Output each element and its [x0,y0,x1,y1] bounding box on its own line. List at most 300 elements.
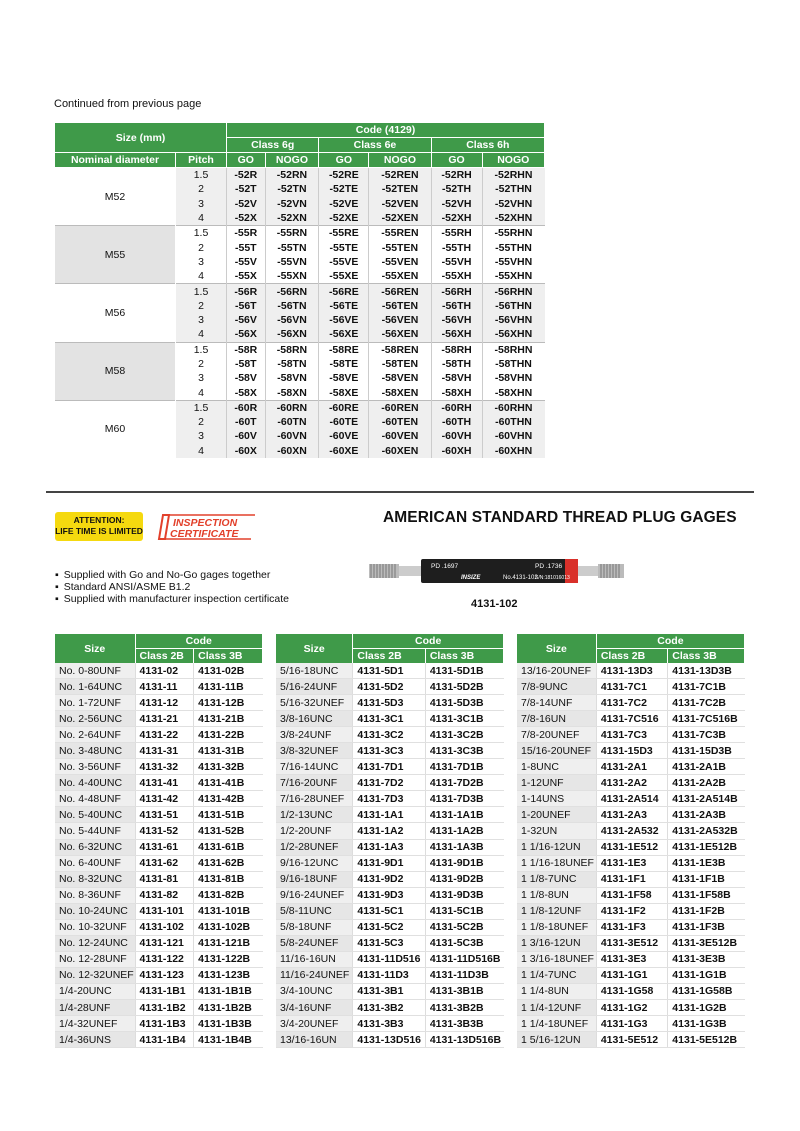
size-cell: No. 10-32UNF [55,919,135,935]
code-cell: -58THN [482,357,544,371]
code-cell: -56V [227,313,266,327]
code-cell: 4131-1F1 [596,871,667,887]
table-row [55,871,263,887]
table-row [517,999,745,1015]
code-cell: -58X [227,385,266,400]
pitch-cell: 3 [176,255,227,269]
code-cell: -56VE [319,313,369,327]
code-cell: 4131-7D3B [425,791,503,807]
code-cell: 4131-3E3B [668,951,745,967]
code-cell: 4131-1B4 [135,1032,194,1048]
code-cell: 4131-3C1B [425,711,503,727]
pitch-cell: 1.5 [176,168,227,183]
code-cell: -58VE [319,371,369,385]
table-row [517,983,745,999]
table-row [517,1032,745,1048]
code-cell: -52V [227,197,266,211]
code-cell: 4131-5D2B [425,679,503,695]
code-cell: 4131-3B3B [425,1016,503,1032]
size-cell: 5/8-24UNEF [276,935,353,951]
table-row [276,855,504,871]
table-row [276,935,504,951]
size-cell: 1 3/16-18UNEF [517,951,596,967]
table-row [276,839,504,855]
gage-code-label: 4131-102 [471,598,518,610]
table-row [276,919,504,935]
code-cell: -56RN [265,284,319,299]
pitch-cell: 1.5 [176,400,227,415]
size-cell: 1-20UNEF [517,807,596,823]
code-cell: 4131-3B2B [425,999,503,1015]
code-cell: 4131-02B [194,663,263,679]
pitch-cell: 3 [176,197,227,211]
class2b-header: Class 2B [596,649,667,664]
code-cell: -55TEN [369,240,431,254]
size-cell: 1 1/8-8UN [517,887,596,903]
code-cell: 4131-1F3B [668,919,745,935]
code-cell: -56VN [265,313,319,327]
size-cell: No. 4-40UNC [55,775,135,791]
go-header: GO [431,153,482,168]
size-cell: 1-12UNF [517,775,596,791]
code-cell: -55X [227,269,266,284]
pitch-cell: 3 [176,313,227,327]
code-cell: 4131-3B1B [425,983,503,999]
size-cell: 1/4-32UNEF [55,1016,135,1032]
table-row [276,887,504,903]
table-row [55,935,263,951]
size-header: Size [55,634,135,663]
size-cell: 1 1/4-12UNF [517,999,596,1015]
pitch-cell: 1.5 [176,226,227,241]
code-cell: 4131-7D2 [353,775,425,791]
table-row [276,983,504,999]
size-cell: 5/8-18UNF [276,919,353,935]
code-cell: 4131-1A3B [425,839,503,855]
code-cell: -58XN [265,385,319,400]
code-cell: -60VN [265,429,319,443]
table-row [276,711,504,727]
code-cell: 4131-15D3 [596,743,667,759]
size-cell: 1/4-36UNS [55,1032,135,1048]
code-cell: 4131-7D2B [425,775,503,791]
code-cell: 4131-52 [135,823,194,839]
class3b-header: Class 3B [425,649,503,664]
code-table-body [276,663,504,1048]
code-cell: 4131-1G1 [596,967,667,983]
table-row [55,823,263,839]
table-row [517,951,745,967]
code-cell: 4131-123 [135,967,194,983]
table-row [55,967,263,983]
gage-pd1: PD .1697 [431,563,459,570]
code-cell: 4131-102 [135,919,194,935]
table-row [517,935,745,951]
table-row [276,1032,504,1048]
code-cell: -56XEN [369,327,431,342]
code-cell: 4131-3C3B [425,743,503,759]
size-cell: 9/16-12UNC [276,855,353,871]
code-cell: -52TE [319,182,369,196]
feature-item: ▪ Standard ANSI/ASME B1.2 [55,581,289,593]
code-cell: 4131-1A2B [425,823,503,839]
code-cell: 4131-3C2 [353,727,425,743]
nominal-diameter-cell: M58 [55,342,176,400]
code-cell: 4131-13D3B [668,663,745,679]
table-row [55,342,545,357]
size-cell: No. 8-32UNC [55,871,135,887]
certificate-line2: CERTIFICATE [170,528,239,540]
code-cell: 4131-1B2 [135,999,194,1015]
code-cell: 4131-31B [194,743,263,759]
code-table-2 [276,634,504,1048]
code-cell: -56XHN [482,327,544,342]
code-cell: -55VEN [369,255,431,269]
code-cell: -60VH [431,429,482,443]
code-cell: 4131-121 [135,935,194,951]
code-cell: 4131-11D516B [425,951,503,967]
code-cell: 4131-82B [194,887,263,903]
size-cell: 5/16-24UNF [276,679,353,695]
plug-gage-image [365,556,630,586]
size-cell: 1-32UN [517,823,596,839]
size-cell: 13/16-16UN [276,1032,353,1048]
code-cell: -52VH [431,197,482,211]
code-cell: 4131-2A1B [668,759,745,775]
code-cell: -60THN [482,415,544,429]
code-cell: 4131-1A3 [353,839,425,855]
table-row [517,679,745,695]
size-cell: 1 1/8-12UNF [517,903,596,919]
size-cell: 3/8-16UNC [276,711,353,727]
code-cell: 4131-7C2 [596,695,667,711]
code-cell: -52VHN [482,197,544,211]
code-cell: -58VN [265,371,319,385]
pitch-cell: 2 [176,299,227,313]
code-cell: 4131-1E512 [596,839,667,855]
code-cell: 4131-1F58 [596,887,667,903]
code-cell: 4131-1G3B [668,1016,745,1032]
code-cell: -60VE [319,429,369,443]
table-row [55,887,263,903]
code-cell: 4131-1B1B [194,983,263,999]
code-cell: 4131-1E3B [668,855,745,871]
code-cell: -56TEN [369,299,431,313]
code-cell: -60TH [431,415,482,429]
table-row [55,679,263,695]
table-row [55,999,263,1015]
code-cell: -55VE [319,255,369,269]
code-cell: 4131-2A532B [668,823,745,839]
plug-gage-icon [365,556,630,586]
table-row [55,807,263,823]
code-cell: 4131-22 [135,727,194,743]
attention-line2: LIFE TIME IS LIMITED [55,526,143,536]
code-cell: -56TN [265,299,319,313]
code-cell: -58RH [431,342,482,357]
code-cell: -56REN [369,284,431,299]
code-cell: 4131-7C516 [596,711,667,727]
table-row [517,727,745,743]
pitch-cell: 2 [176,182,227,196]
size-header: Size [517,634,596,663]
code-cell: -55XN [265,269,319,284]
size-cell: 1 1/16-18UNEF [517,855,596,871]
nogo-header: NOGO [482,153,544,168]
code-cell: 4131-62B [194,855,263,871]
size-cell: No. 6-40UNF [55,855,135,871]
code-cell: 4131-1B1 [135,983,194,999]
code-cell: 4131-1G3 [596,1016,667,1032]
table-row [55,711,263,727]
code-cell: -55RH [431,226,482,241]
code-cell: -56XE [319,327,369,342]
code-cell: 4131-12B [194,695,263,711]
size-cell: 5/8-11UNC [276,903,353,919]
code-cell: 4131-11 [135,679,194,695]
code-cell: -56VEN [369,313,431,327]
size-cell: No. 5-40UNC [55,807,135,823]
pitch-cell: 4 [176,211,227,226]
table-row [55,1032,263,1048]
pitch-header: Pitch [176,153,227,168]
code-cell: -55VHN [482,255,544,269]
code-cell: 4131-121B [194,935,263,951]
pitch-cell: 1.5 [176,284,227,299]
code-cell: 4131-5C1 [353,903,425,919]
code-cell: -55TE [319,240,369,254]
size-cell: No. 12-24UNC [55,935,135,951]
code-cell: -56X [227,327,266,342]
size-cell: No. 8-36UNF [55,887,135,903]
table-row [276,903,504,919]
code-cell: 4131-42 [135,791,194,807]
table-row [517,695,745,711]
section-divider [46,491,754,493]
code-cell: -56TH [431,299,482,313]
code-cell: 4131-12 [135,695,194,711]
code-cell: 4131-5D2 [353,679,425,695]
code-cell: -58VHN [482,371,544,385]
code-cell: 4131-3B3 [353,1016,425,1032]
code-cell: -52X [227,211,266,226]
table-row [276,791,504,807]
metric-table-body [55,168,545,458]
code-cell: -55REN [369,226,431,241]
code-cell: 4131-5D3B [425,695,503,711]
code-cell: 4131-15D3B [668,743,745,759]
table-row [55,284,545,299]
table-row [55,983,263,999]
size-cell: 1 1/8-7UNC [517,871,596,887]
code-cell: -52REN [369,168,431,183]
code-cell: -55THN [482,240,544,254]
code-cell: 4131-11D3 [353,967,425,983]
code-cell: -55XEN [369,269,431,284]
code-cell: -58TH [431,357,482,371]
code-cell: 4131-101 [135,903,194,919]
pitch-cell: 4 [176,327,227,342]
size-cell: 7/8-14UNF [517,695,596,711]
code-cell: -55T [227,240,266,254]
size-cell: 1/4-20UNC [55,983,135,999]
table-row [276,823,504,839]
pitch-cell: 4 [176,444,227,458]
code-cell: 4131-1G58B [668,983,745,999]
code-cell: 4131-11D3B [425,967,503,983]
code-cell: 4131-102B [194,919,263,935]
size-cell: 3/8-32UNEF [276,743,353,759]
size-cell: No. 3-48UNC [55,743,135,759]
code-cell: 4131-1E512B [668,839,745,855]
table-row [55,727,263,743]
code-cell: -52T [227,182,266,196]
code-table-body [517,663,745,1048]
code-cell: -58XHN [482,385,544,400]
table-row [276,967,504,983]
table-row [55,663,263,679]
code-cell: 4131-9D2B [425,871,503,887]
size-cell: 1/2-20UNF [276,823,353,839]
code-cell: -58R [227,342,266,357]
table-row [517,743,745,759]
code-cell: -60TE [319,415,369,429]
code-cell: 4131-22B [194,727,263,743]
code-header: Code [135,634,262,649]
table-row [517,823,745,839]
size-cell: No. 10-24UNC [55,903,135,919]
code-cell: -52TEN [369,182,431,196]
code-cell: -52VE [319,197,369,211]
size-cell: No. 1-72UNF [55,695,135,711]
table-row [517,855,745,871]
code-cell: -56VH [431,313,482,327]
size-cell: 3/4-16UNF [276,999,353,1015]
code-cell: 4131-5E512 [596,1032,667,1048]
nominal-diameter-cell: M55 [55,226,176,284]
gage-pd2: PD .1736 [535,563,563,570]
size-cell: 3/4-20UNEF [276,1016,353,1032]
table-row [517,967,745,983]
code-cell: -52RN [265,168,319,183]
table-row [517,807,745,823]
nogo-header: NOGO [265,153,319,168]
table-row [517,871,745,887]
code-cell: 4131-1G58 [596,983,667,999]
code-cell: 4131-82 [135,887,194,903]
code-cell: -60R [227,400,266,415]
code-cell: 4131-1B3B [194,1016,263,1032]
code-cell: 4131-21B [194,711,263,727]
code-cell: 4131-1E3 [596,855,667,871]
code-cell: -52VEN [369,197,431,211]
code-cell: -55V [227,255,266,269]
code-cell: -60XHN [482,444,544,458]
table-row [276,743,504,759]
code-cell: -52RHN [482,168,544,183]
code-cell: 4131-7D3 [353,791,425,807]
size-cell: 1 1/4-7UNC [517,967,596,983]
size-cell: 15/16-20UNEF [517,743,596,759]
gage-brand: INSIZE [461,575,481,581]
code-cell: -60XN [265,444,319,458]
code-cell: -56RE [319,284,369,299]
code-cell: 4131-5C2 [353,919,425,935]
table-row [517,1016,745,1032]
code-cell: 4131-62 [135,855,194,871]
code-cell: 4131-5D1 [353,663,425,679]
table-row [55,919,263,935]
code-cell: -56VHN [482,313,544,327]
table-row [517,887,745,903]
code-cell: -56T [227,299,266,313]
code-cell: 4131-11D516 [353,951,425,967]
code-cell: 4131-5E512B [668,1032,745,1048]
code-cell: 4131-1A1B [425,807,503,823]
table-row [276,663,504,679]
code-cell: 4131-1F1B [668,871,745,887]
size-cell: 1 1/4-18UNEF [517,1016,596,1032]
class3b-header: Class 3B [194,649,263,664]
code-cell: -58T [227,357,266,371]
size-cell: No. 4-48UNF [55,791,135,807]
code-cell: 4131-2A2 [596,775,667,791]
code-cell: 4131-41B [194,775,263,791]
table-row [55,743,263,759]
code-cell: 4131-41 [135,775,194,791]
certificate-icon [155,511,260,543]
code-cell: -52TH [431,182,482,196]
code-header: Code [596,634,744,649]
code-cell: -52XEN [369,211,431,226]
code-cell: -55R [227,226,266,241]
code-cell: -52RH [431,168,482,183]
pitch-cell: 3 [176,371,227,385]
feature-item: ▪ Supplied with manufacturer inspection certificate [55,593,289,605]
code-cell: 4131-7C2B [668,695,745,711]
size-cell: 5/16-32UNEF [276,695,353,711]
code-cell: 4131-11B [194,679,263,695]
code-cell: 4131-13D516 [353,1032,425,1048]
table-row [55,839,263,855]
code-cell: 4131-5D1B [425,663,503,679]
code-cell: -58RE [319,342,369,357]
code-cell: 4131-32B [194,759,263,775]
size-cell: 9/16-24UNEF [276,887,353,903]
code-cell: -55RN [265,226,319,241]
code-cell: 4131-1F2B [668,903,745,919]
code-cell: 4131-1B2B [194,999,263,1015]
code-cell: -52VN [265,197,319,211]
code-cell: -58XH [431,385,482,400]
code-cell: -52THN [482,182,544,196]
code-cell: -56RHN [482,284,544,299]
code-cell: -60RH [431,400,482,415]
code-cell: -56TE [319,299,369,313]
code-cell: -58TEN [369,357,431,371]
code-cell: -58RN [265,342,319,357]
size-cell: 11/16-24UNEF [276,967,353,983]
nogo-header: NOGO [369,153,431,168]
code-cell: -55XHN [482,269,544,284]
go-header: GO [227,153,266,168]
table-row [55,695,263,711]
table-row [517,791,745,807]
size-cell: 7/16-14UNC [276,759,353,775]
code-cell: 4131-2A3 [596,807,667,823]
code-cell: 4131-7C3B [668,727,745,743]
metric-code-table [55,123,545,458]
